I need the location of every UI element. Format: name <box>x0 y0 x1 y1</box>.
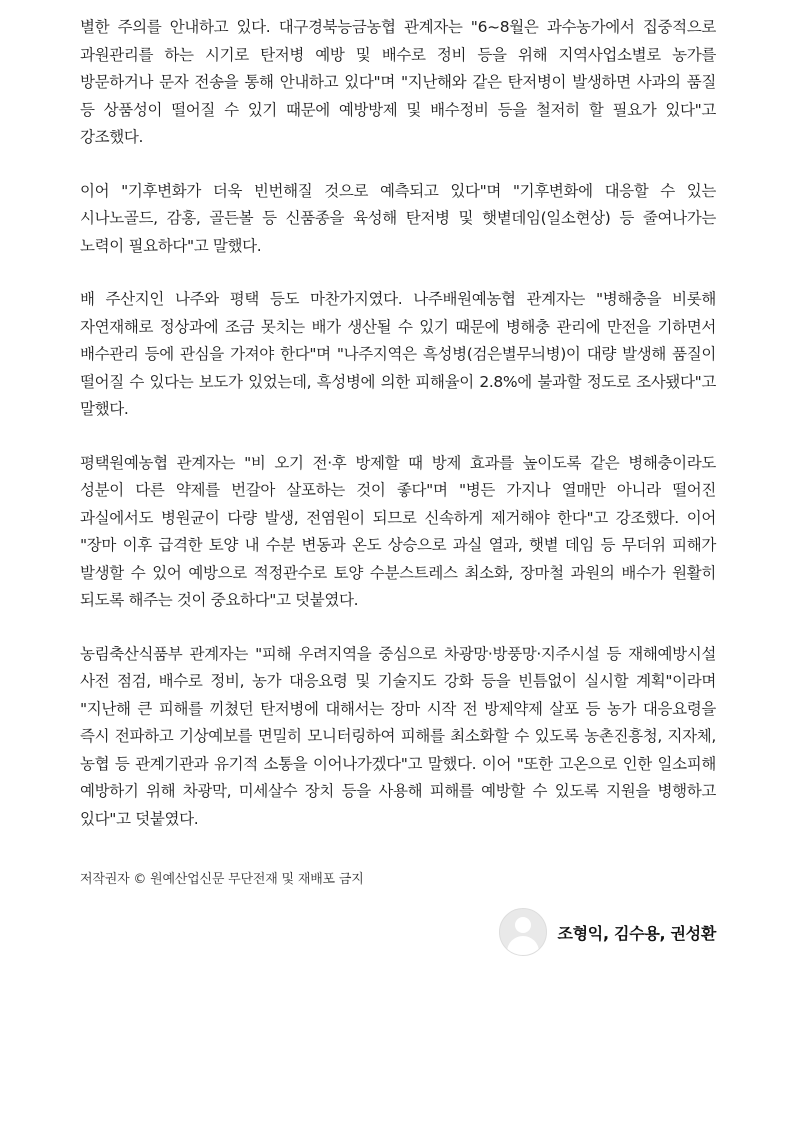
author-byline <box>499 908 716 956</box>
user-avatar-placeholder-icon <box>499 908 547 956</box>
article-paragraph-1: 별한 주의를 안내하고 있다. 대구경북능금농협 관계자는 "6~8월은 과수농가에서 집중적으로 과원관리를 하는 시기로 탄저병 예방 및 배수로 정비 등을 위해 지역사업소별로 농가를 방문하거나 문자 전송을 통해 안내하고 있다"며 "지난해와 같은 탄저병이 발생하면 사과의 품질 등 상품성이 떨어질 수 있기 때문에 예방방제 및 배수정비 등을 철저히 할 필요가 있다"고 강조했다. <box>80 18 716 146</box>
article-paragraph-2: 이어 "기후변화가 더욱 빈번해질 것으로 예측되고 있다"며 "기후변화에 대응할 수 있는 시나노골드, 감홍, 골든볼 등 신품종을 육성해 탄저병 및 햇볕데임(일소현상) 등 줄여나가는 노력이 필요하다"고 말했다. <box>80 181 716 255</box>
article-body <box>80 14 716 859</box>
article-paragraph-3: 배 주산지인 나주와 평택 등도 마찬가지였다. 나주배원예농협 관계자는 "병해충을 비롯해 자연재해로 정상과에 조금 못치는 배가 생산될 수 있기 때문에 병해충 관리에 만전을 기하면서 배수관리 등에 관심을 가져야 한다"며 "나주지역은 흑성병(검은별무늬병)이 대량 발생해 품질이 떨어질 수 있다는 보도가 있었는데, 흑성병에 의한 피해율이 2.8%에 불과할 정도로 조사됐다"고 말했다. <box>80 290 716 418</box>
author-names[interactable]: 조형익, 김수용, 권성환 <box>557 923 716 943</box>
article-paragraph-4: 평택원예농협 관계자는 "비 오기 전·후 방제할 때 방제 효과를 높이도록 같은 병해충이라도 성분이 다른 약제를 번갈아 살포하는 것이 좋다"며 "병든 가지나 열매만 아니라 떨어진 과실에서도 병원균이 다량 발생, 전염원이 되므로 신속하게 제거해야 한다"고 강조했다. 이어 "장마 이후 급격한 토양 내 수분 변동과 온도 상승으로 과실 열과, 햇볕 데임 등 무더위 피해가 발생할 수 있어 예방으로 적정관수로 토양 수분스트레스 최소화, 장마철 과원의 배수가 원활히 되도록 해주는 것이 중요하다"고 덧붙였다. <box>80 453 716 609</box>
article-paragraph-5: 농림축산식품부 관계자는 "피해 우려지역을 중심으로 차광망·방풍망·지주시설 등 재해예방시설 사전 점검, 배수로 정비, 농가 대응요령 및 기술지도 강화 등을 빈틈없이 실시할 계획"이라며 "지난해 큰 피해를 끼쳤던 탄저병에 대해서는 장마 시작 전 방제약제 살포 등 농가 대응요령을 즉시 전파하고 기상예보를 면밀히 모니터링하여 피해를 최소화할 수 있도록 농촌진흥청, 지자체, 농협 등 관계기관과 유기적 소통을 이어나가겠다"고 말했다. 이어 "또한 고온으로 인한 일소피해 예방하기 위해 차광막, 미세살수 장치 등을 사용해 피해를 예방할 수 있도록 지원을 병행하고 있다"고 덧붙였다. <box>80 644 716 828</box>
copyright-notice: 저작권자 © 원예산업신문 무단전재 및 재배포 금지 <box>80 872 364 887</box>
